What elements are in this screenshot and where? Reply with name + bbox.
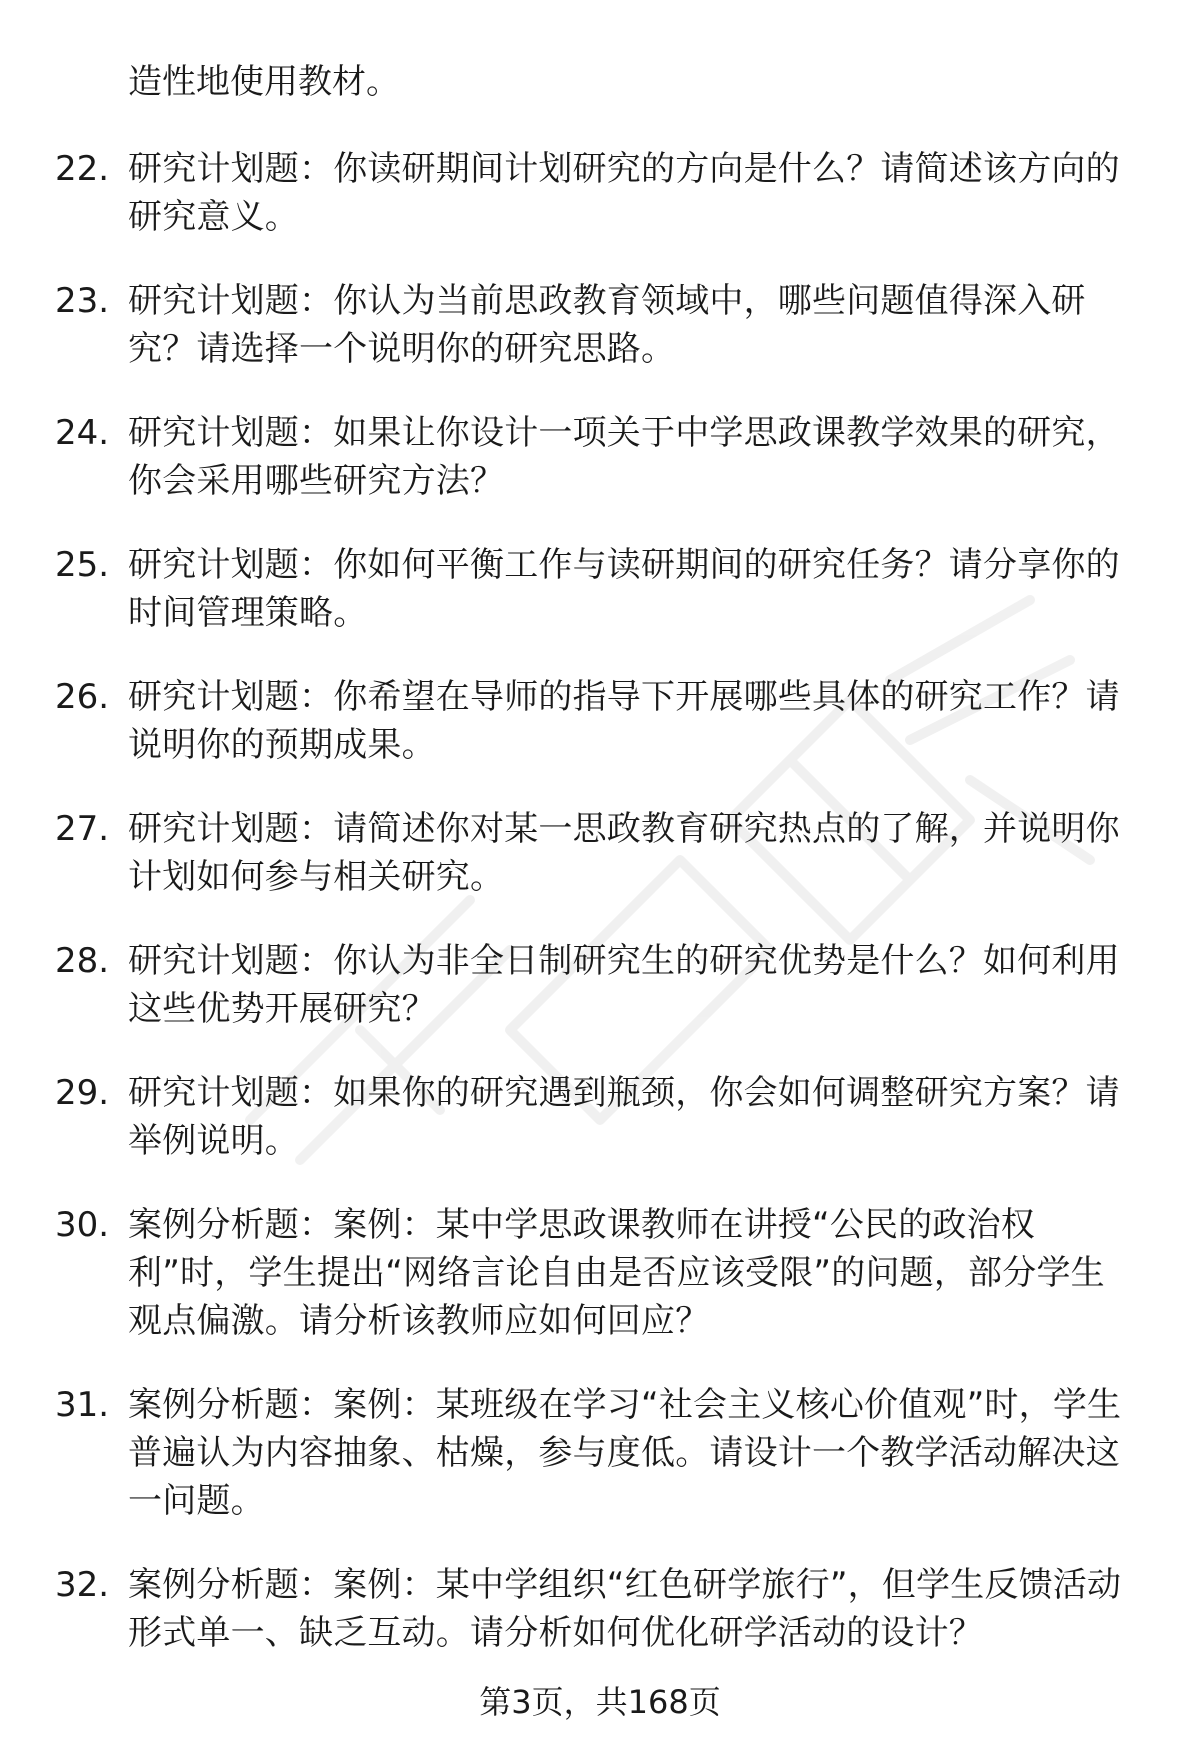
- question-number: 22.: [55, 149, 110, 189]
- question-number: 26.: [55, 677, 110, 717]
- question-item: [0, 1201, 1138, 1345]
- question-number: 31.: [55, 1385, 110, 1425]
- question-text: 案例分析题：案例：某班级在学习“社会主义核心价值观”时，学生普遍认为内容抽象、枯燥，参与度低。请设计一个教学活动解决这一问题。: [128, 1385, 1122, 1521]
- question-number: 24.: [55, 413, 110, 453]
- question-item: [0, 1069, 1138, 1165]
- question-item: [0, 1381, 1138, 1525]
- page-number: 第3页，共168页: [479, 1683, 721, 1721]
- question-item: [0, 1561, 1138, 1657]
- question-item: [0, 805, 1138, 901]
- question-text: 案例分析题：案例：某中学组织“红色研学旅行”，但学生反馈活动形式单一、缺乏互动。请分析如何优化研学活动的设计？: [128, 1565, 1122, 1653]
- question-item: [0, 277, 1138, 373]
- question-number: 29.: [55, 1073, 110, 1113]
- question-text: 研究计划题：你认为当前思政教育领域中，哪些问题值得深入研究？请选择一个说明你的研究思路。: [128, 281, 1086, 369]
- question-number: 30.: [55, 1205, 110, 1245]
- question-text: 研究计划题：如果你的研究遇到瓶颈，你会如何调整研究方案？请举例说明。: [128, 1073, 1120, 1161]
- question-text: 研究计划题：你如何平衡工作与读研期间的研究任务？请分享你的时间管理策略。: [128, 545, 1120, 633]
- question-number: 32.: [55, 1565, 110, 1605]
- question-number: 23.: [55, 281, 110, 321]
- question-item: [0, 673, 1138, 769]
- question-text: 研究计划题：你读研期间计划研究的方向是什么？请简述该方向的研究意义。: [128, 149, 1120, 237]
- question-item: [0, 541, 1138, 637]
- question-number: 27.: [55, 809, 110, 849]
- question-list: [0, 145, 1200, 1693]
- question-text: 研究计划题：请简述你对某一思政教育研究热点的了解，并说明你计划如何参与相关研究。: [128, 809, 1120, 897]
- question-number: 28.: [55, 941, 110, 981]
- continuation-text: 造性地使用教材。: [128, 62, 400, 102]
- question-number: 25.: [55, 545, 110, 585]
- question-item: [0, 937, 1138, 1033]
- question-item: [0, 145, 1138, 241]
- question-text: 研究计划题：你希望在导师的指导下开展哪些具体的研究工作？请说明你的预期成果。: [128, 677, 1120, 765]
- question-text: 案例分析题：案例：某中学思政课教师在讲授“公民的政治权利”时，学生提出“网络言论自由是否应该受限”的问题，部分学生观点偏激。请分析该教师应如何回应？: [128, 1205, 1105, 1341]
- question-text: 研究计划题：你认为非全日制研究生的研究优势是什么？如何利用这些优势开展研究？: [128, 941, 1120, 1029]
- question-text: 研究计划题：如果让你设计一项关于中学思政课教学效果的研究，你会采用哪些研究方法？: [128, 413, 1120, 501]
- question-item: [0, 409, 1138, 505]
